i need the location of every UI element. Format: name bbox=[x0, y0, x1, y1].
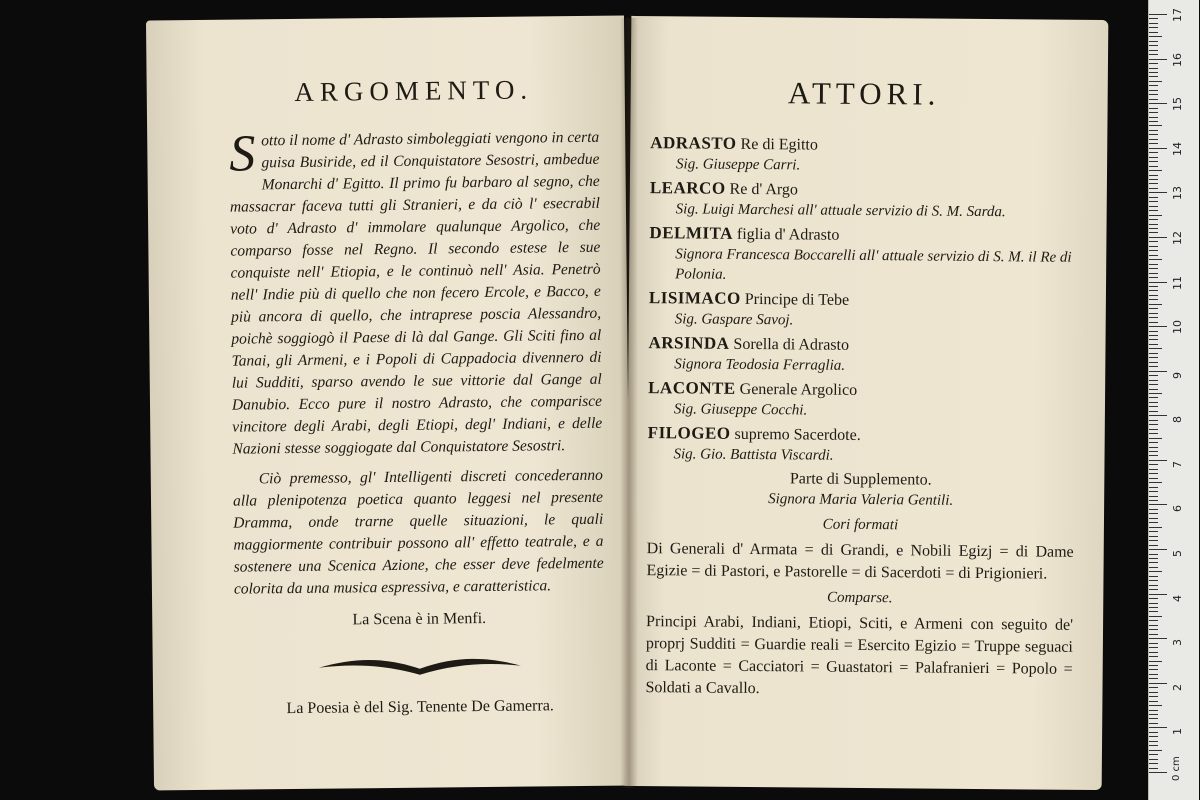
role-description: Generale Argolico bbox=[739, 380, 858, 399]
extras-heading: Comparse. bbox=[827, 589, 893, 607]
ruler-tick bbox=[1149, 362, 1158, 363]
poetry-credit: La Poesia è del Sig. Tenente De Gamerra. bbox=[286, 697, 554, 718]
ruler-tick bbox=[1149, 59, 1167, 60]
ruler-tick bbox=[1149, 620, 1158, 621]
cast-entry bbox=[648, 377, 1075, 423]
ruler-tick bbox=[1149, 228, 1158, 229]
ruler-tick bbox=[1149, 326, 1167, 327]
ruler-tick bbox=[1149, 424, 1158, 425]
ruler-tick bbox=[1149, 669, 1158, 670]
actor-name: Signora Francesca Boccarelli all' attuale servizio di S. M. il Re di Polonia. bbox=[675, 246, 1072, 283]
ruler-tick bbox=[1149, 442, 1158, 443]
ruler-tick bbox=[1149, 148, 1167, 149]
ruler-tick bbox=[1149, 647, 1158, 648]
ruler-tick bbox=[1149, 331, 1158, 332]
ruler-tick bbox=[1149, 175, 1158, 176]
ruler-tick bbox=[1149, 76, 1158, 77]
ruler-tick bbox=[1149, 540, 1158, 541]
ruler-tick bbox=[1149, 772, 1167, 773]
ruler-tick bbox=[1149, 143, 1158, 144]
ruler-tick bbox=[1149, 683, 1167, 684]
ruler-tick bbox=[1149, 571, 1162, 572]
ruler-tick bbox=[1149, 710, 1158, 711]
ruler-number: 6 bbox=[1171, 505, 1184, 513]
ruler-tick bbox=[1149, 531, 1158, 532]
ruler-tick bbox=[1149, 353, 1158, 354]
ruler-tick bbox=[1149, 518, 1158, 519]
ruler-tick bbox=[1149, 54, 1158, 55]
ruler-tick bbox=[1149, 562, 1158, 563]
ruler-tick bbox=[1149, 322, 1158, 323]
ruler-number: 7 bbox=[1171, 460, 1184, 468]
ruler-tick bbox=[1149, 179, 1158, 180]
ruler-tick bbox=[1149, 23, 1158, 24]
ruler-tick bbox=[1149, 117, 1158, 118]
ruler-number: 4 bbox=[1171, 594, 1184, 602]
ruler-tick bbox=[1149, 768, 1158, 769]
ruler-tick bbox=[1149, 665, 1158, 666]
ruler-tick bbox=[1149, 714, 1158, 715]
supplement-actor: Signora Maria Valeria Gentili. bbox=[768, 491, 954, 509]
ruler-tick bbox=[1149, 625, 1158, 626]
actor-name: Sig. Gaspare Savoj. bbox=[674, 311, 794, 329]
ruler-tick bbox=[1149, 130, 1158, 131]
role-name: LACONTE bbox=[648, 378, 736, 398]
ruler-tick bbox=[1149, 18, 1158, 19]
ruler-tick bbox=[1149, 290, 1158, 291]
ruler-tick bbox=[1149, 402, 1158, 403]
ruler-number: 10 bbox=[1171, 320, 1184, 335]
ruler-tick bbox=[1149, 629, 1158, 630]
role-description: Re d' Argo bbox=[729, 180, 799, 199]
actor-name: Sig. Giuseppe Carri. bbox=[676, 156, 801, 174]
ruler-number: 16 bbox=[1171, 52, 1184, 67]
ruler-tick bbox=[1149, 478, 1158, 479]
ruler-tick bbox=[1149, 504, 1167, 505]
ruler-tick bbox=[1149, 215, 1162, 216]
ruler-tick bbox=[1149, 232, 1158, 233]
right-page-title: ATTORI. bbox=[787, 75, 941, 112]
ruler-number: 13 bbox=[1171, 186, 1184, 201]
ruler-tick bbox=[1149, 295, 1158, 296]
ruler-tick bbox=[1149, 308, 1158, 309]
ruler-tick bbox=[1149, 393, 1162, 394]
ruler-tick bbox=[1149, 763, 1158, 764]
ruler-tick bbox=[1149, 32, 1158, 33]
ruler-tick bbox=[1149, 558, 1158, 559]
ruler-tick bbox=[1149, 678, 1158, 679]
ruler-tick bbox=[1149, 554, 1158, 555]
ruler-number: 2 bbox=[1171, 683, 1184, 691]
ruler-tick bbox=[1149, 94, 1158, 95]
ruler-tick bbox=[1149, 500, 1158, 501]
ruler-tick bbox=[1149, 705, 1162, 706]
role-name: LISIMACO bbox=[648, 288, 741, 308]
ruler-tick bbox=[1149, 687, 1158, 688]
ruler-tick bbox=[1149, 469, 1158, 470]
ruler-tick bbox=[1149, 121, 1158, 122]
argument-paragraph-2: Ciò premesso, gl' Intelligenti discreti concederanno alla plenipotenza poetica quanto leggesi nel presente Dramma, onde trarne quelle situazioni, le quali maggiormente contribuir possono all' effetto teatrale, e a sostenere una Scenica Azione, che esser deve fedelmente colorita da una musica espressiva, e caratteristica. bbox=[232, 466, 604, 598]
ruler-tick bbox=[1149, 754, 1158, 755]
argument-text-1: otto il nome d' Adrasto simboleggiati vengono in certa guisa Busiride, ed il Conquistatore Sesostri, ambedue Monarchi d' Egitto. Il primo fu barbaro al segno, che massacrar faceva tutti gli Stranieri, e da ciò l' esecrabil voto d' Adrasto d' immolare qualunque Argolico, che comparso fosse nel Regno. Il secondo estese le sue conquiste nell' Etiopia, e le continuò nell' Asia. Penetrò nell' Indie più di quello che non fecero Ercole, e Bacco, e più ancora di quello, che intraprese poscia Alessandro, poichè soggiogò il Paese di là dal Gange. Gli Sciti fino al Tanai, gli Armeni, e i Popoli di Cappadocia divennero di lui Sudditi, sparso avendo le sue vittorie dal Gange al Danubio. Ecco pure il nostro Adrasto, che comparisce vincitore degli Arabi, degli Etiopi, degl' Indiani, e delle Nazioni stesse soggiogate dal Conquistatore Sesostri. bbox=[229, 128, 603, 458]
ruler-tick bbox=[1149, 81, 1162, 82]
actor-name: Signora Teodosia Ferraglia. bbox=[674, 356, 846, 374]
ruler-tick bbox=[1149, 674, 1158, 675]
ruler-tick bbox=[1149, 429, 1158, 430]
ruler-tick bbox=[1149, 727, 1167, 728]
ornament-swash-icon bbox=[315, 654, 525, 680]
ruler-tick bbox=[1149, 183, 1158, 184]
ruler-tick bbox=[1149, 161, 1158, 162]
ruler-tick bbox=[1149, 603, 1158, 604]
ruler-tick bbox=[1149, 661, 1162, 662]
measurement-ruler bbox=[1148, 0, 1199, 800]
ruler-tick bbox=[1149, 491, 1158, 492]
role-description: supremo Sacerdote. bbox=[734, 425, 861, 444]
ruler-tick bbox=[1149, 197, 1158, 198]
ruler-tick bbox=[1149, 732, 1158, 733]
role-name: ADRASTO bbox=[650, 133, 737, 153]
ruler-tick bbox=[1149, 299, 1158, 300]
ruler-tick bbox=[1149, 108, 1158, 109]
role-name: FILOGEO bbox=[647, 423, 731, 443]
ruler-tick bbox=[1149, 447, 1158, 448]
ruler-tick bbox=[1149, 348, 1162, 349]
ruler-tick bbox=[1149, 536, 1158, 537]
ruler-number: 14 bbox=[1171, 141, 1184, 156]
role-description: figlia d' Adrasto bbox=[736, 225, 840, 244]
ruler-tick bbox=[1149, 125, 1162, 126]
ruler-tick bbox=[1149, 718, 1158, 719]
ruler-tick bbox=[1149, 411, 1158, 412]
book-gutter bbox=[620, 18, 638, 788]
ruler-tick bbox=[1149, 723, 1158, 724]
ruler-tick bbox=[1149, 259, 1162, 260]
ruler-tick bbox=[1149, 282, 1167, 283]
ruler-tick bbox=[1149, 487, 1158, 488]
ruler-tick bbox=[1149, 496, 1158, 497]
ruler-number: 1 bbox=[1171, 728, 1184, 736]
ruler-tick bbox=[1149, 72, 1158, 73]
ruler-tick bbox=[1149, 549, 1167, 550]
extras-text: Principi Arabi, Indiani, Etiopi, Sciti, e Armeni con seguito de' proprj Sudditi = Guardie reali = Esercito Egizio = Truppe seguaci di Laconte = Cacciatori = Guastatori = Palafranieri = Popolo = Soldati a Cavallo. bbox=[645, 613, 1074, 698]
chorus-text: Di Generali d' Armata = di Grandi, e Nobili Egizj = di Dame Egizie = di Pastori, e Pastorelle = di Sacerdoti = di Prigionieri. bbox=[646, 540, 1074, 583]
ruler-tick bbox=[1149, 335, 1158, 336]
argument-paragraph-1 bbox=[229, 127, 602, 461]
ruler-tick bbox=[1149, 166, 1158, 167]
ruler-tick bbox=[1149, 375, 1158, 376]
ruler-tick bbox=[1149, 357, 1158, 358]
ruler-tick bbox=[1149, 152, 1158, 153]
ruler-tick bbox=[1149, 286, 1158, 287]
ruler-tick bbox=[1149, 527, 1162, 528]
ruler-tick bbox=[1149, 741, 1158, 742]
ruler-tick bbox=[1149, 522, 1158, 523]
ruler-tick bbox=[1149, 580, 1158, 581]
ruler-tick bbox=[1149, 750, 1162, 751]
cast-entry bbox=[647, 422, 1074, 468]
actor-name: Sig. Giuseppe Cocchi. bbox=[673, 401, 808, 419]
ruler-tick bbox=[1149, 313, 1158, 314]
ruler-tick bbox=[1149, 420, 1158, 421]
ruler-tick bbox=[1149, 513, 1158, 514]
ruler-tick bbox=[1149, 237, 1167, 238]
ruler-tick bbox=[1149, 36, 1162, 37]
ruler-tick bbox=[1149, 451, 1158, 452]
ruler-tick bbox=[1149, 264, 1158, 265]
ruler-tick bbox=[1149, 701, 1158, 702]
ruler-tick bbox=[1149, 384, 1158, 385]
role-description: Principe di Tebe bbox=[744, 290, 850, 309]
ruler-tick bbox=[1149, 90, 1158, 91]
cast-entry bbox=[649, 287, 1076, 333]
ruler-tick bbox=[1149, 246, 1158, 247]
ruler-tick bbox=[1149, 473, 1158, 474]
ruler-tick bbox=[1149, 317, 1158, 318]
ruler-tick bbox=[1149, 103, 1167, 104]
ruler-tick bbox=[1149, 567, 1158, 568]
ruler-tick bbox=[1149, 273, 1158, 274]
actor-name: Sig. Luigi Marchesi all' attuale servizio di S. M. Sarda. bbox=[675, 201, 1006, 221]
cast-entry bbox=[648, 332, 1075, 378]
ruler-tick bbox=[1149, 545, 1158, 546]
ruler-tick bbox=[1149, 224, 1158, 225]
ruler-tick bbox=[1149, 371, 1167, 372]
ruler-tick bbox=[1149, 692, 1158, 693]
supplement-label: Parte di Supplemento. bbox=[789, 470, 932, 489]
ruler-tick bbox=[1149, 139, 1158, 140]
ruler-tick bbox=[1149, 41, 1158, 42]
ruler-tick bbox=[1149, 366, 1158, 367]
drop-cap: S bbox=[229, 125, 256, 183]
cast-entry bbox=[650, 177, 1077, 223]
cast-entry bbox=[650, 132, 1077, 178]
ruler-tick bbox=[1149, 736, 1158, 737]
ruler-tick bbox=[1149, 759, 1158, 760]
ruler-tick bbox=[1149, 656, 1158, 657]
ruler-tick bbox=[1149, 482, 1162, 483]
ruler-tick bbox=[1149, 464, 1158, 465]
ruler-tick bbox=[1149, 268, 1158, 269]
ruler-tick bbox=[1149, 99, 1158, 100]
ruler-unit-label: 0 cm bbox=[1171, 756, 1182, 781]
ruler-tick bbox=[1149, 241, 1158, 242]
chorus-heading: Cori formati bbox=[822, 516, 899, 534]
ruler-tick bbox=[1149, 380, 1158, 381]
role-name: DELMITA bbox=[649, 223, 734, 243]
ruler-tick bbox=[1149, 745, 1158, 746]
ruler-tick bbox=[1149, 188, 1158, 189]
ruler-tick bbox=[1149, 112, 1158, 113]
ruler-tick bbox=[1149, 219, 1158, 220]
ruler-tick bbox=[1149, 277, 1158, 278]
ruler-number: 15 bbox=[1171, 97, 1184, 112]
ruler-tick bbox=[1149, 14, 1167, 15]
ruler-tick bbox=[1149, 134, 1158, 135]
ruler-tick bbox=[1149, 643, 1158, 644]
role-description: Re di Egitto bbox=[740, 135, 818, 154]
ruler-tick bbox=[1149, 607, 1158, 608]
ruler-tick bbox=[1149, 157, 1158, 158]
ruler-tick bbox=[1149, 201, 1158, 202]
ruler-tick bbox=[1149, 27, 1158, 28]
ruler-tick bbox=[1149, 68, 1158, 69]
ruler-tick bbox=[1149, 611, 1158, 612]
cast-entry bbox=[649, 222, 1077, 288]
ruler-tick bbox=[1149, 170, 1162, 171]
ruler-tick bbox=[1149, 344, 1158, 345]
ruler-tick bbox=[1149, 206, 1158, 207]
ruler-tick bbox=[1149, 598, 1158, 599]
ruler-number: 9 bbox=[1171, 371, 1184, 379]
ruler-tick bbox=[1149, 210, 1158, 211]
role-name: LEARCO bbox=[649, 178, 726, 198]
scene-location: La Scena è in Menfi. bbox=[352, 609, 487, 629]
ruler-tick bbox=[1149, 415, 1167, 416]
ruler-tick bbox=[1149, 438, 1162, 439]
ruler-tick bbox=[1149, 652, 1158, 653]
ruler-tick bbox=[1149, 339, 1158, 340]
ruler-tick bbox=[1149, 397, 1158, 398]
ruler-tick bbox=[1149, 455, 1158, 456]
open-book bbox=[150, 18, 1105, 788]
ruler-number: 11 bbox=[1171, 275, 1184, 290]
ruler-number: 8 bbox=[1171, 416, 1184, 424]
ruler-tick bbox=[1149, 389, 1158, 390]
ruler-tick bbox=[1149, 406, 1158, 407]
ruler-tick bbox=[1149, 594, 1167, 595]
ruler-tick bbox=[1149, 250, 1158, 251]
ruler-number: 17 bbox=[1171, 8, 1184, 22]
actor-name: Sig. Gio. Battista Viscardi. bbox=[673, 446, 834, 464]
left-page-title: ARGOMENTO. bbox=[294, 74, 534, 107]
role-name: ARSINDA bbox=[648, 333, 730, 353]
right-page bbox=[625, 16, 1109, 790]
ruler-tick bbox=[1149, 585, 1158, 586]
ruler-tick bbox=[1149, 616, 1162, 617]
ruler-tick bbox=[1149, 433, 1158, 434]
ruler-tick bbox=[1149, 255, 1158, 256]
ruler-tick bbox=[1149, 696, 1158, 697]
ruler-tick bbox=[1149, 576, 1158, 577]
ruler-tick bbox=[1149, 63, 1158, 64]
ruler-tick bbox=[1149, 460, 1167, 461]
ruler-tick bbox=[1149, 85, 1158, 86]
role-description: Sorella di Adrasto bbox=[733, 335, 850, 354]
ruler-tick bbox=[1149, 304, 1162, 305]
ruler-tick bbox=[1149, 192, 1167, 193]
ruler-tick bbox=[1149, 589, 1158, 590]
ruler-tick bbox=[1149, 45, 1158, 46]
ruler-number: 3 bbox=[1171, 639, 1184, 647]
ruler-tick bbox=[1149, 634, 1158, 635]
cast-list bbox=[647, 132, 1077, 468]
ruler-tick bbox=[1149, 50, 1158, 51]
ruler-tick bbox=[1149, 509, 1158, 510]
ruler-number: 5 bbox=[1171, 550, 1184, 558]
ruler-number: 12 bbox=[1171, 230, 1184, 245]
left-page bbox=[146, 16, 632, 791]
ruler-tick bbox=[1149, 638, 1167, 639]
